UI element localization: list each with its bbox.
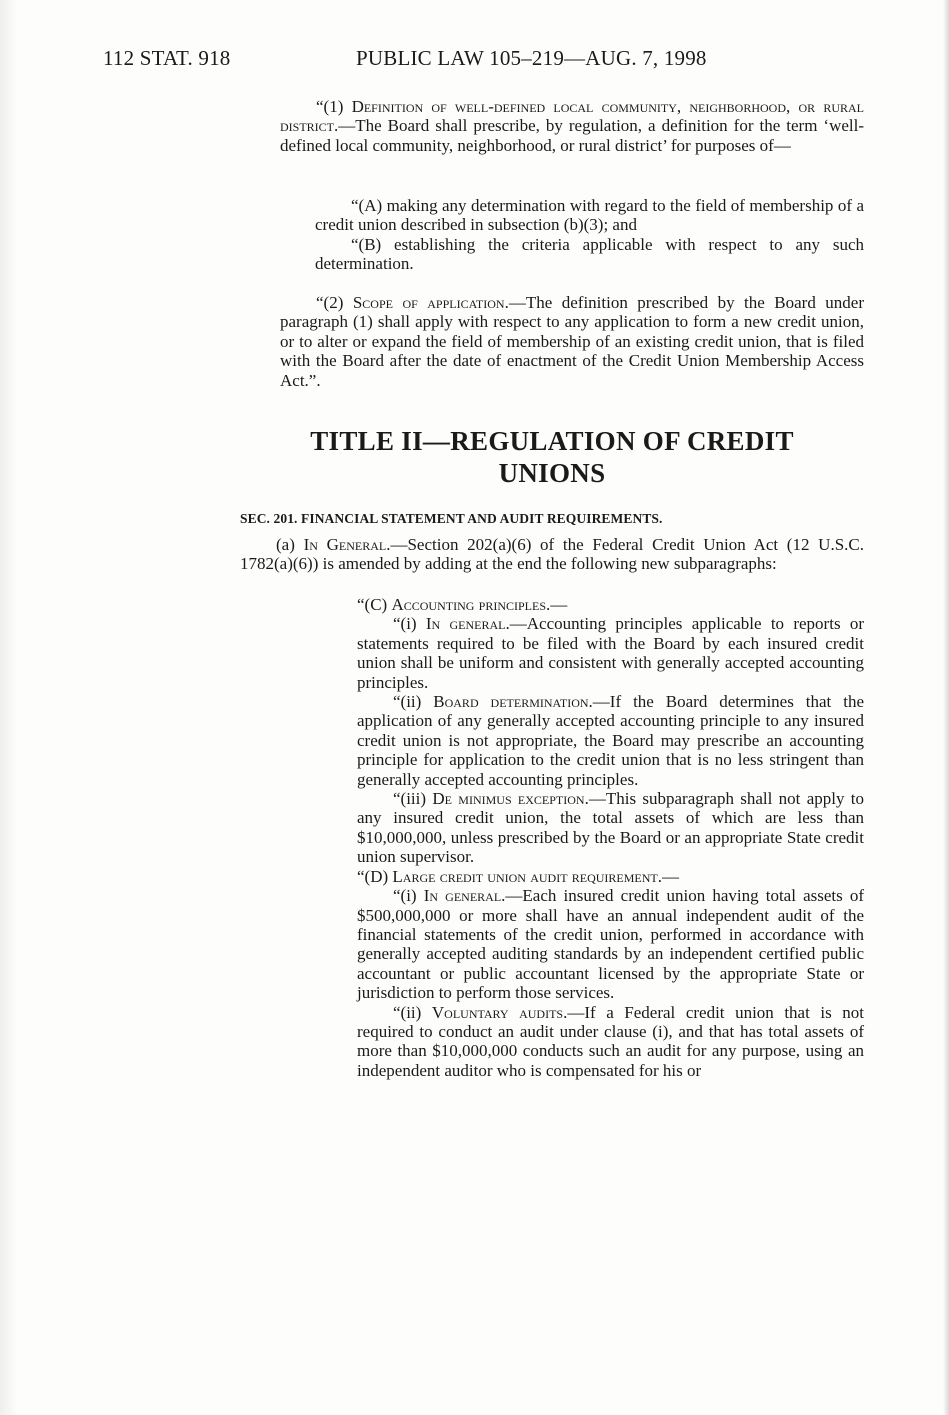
item-dash: .— [657,866,680,886]
title-line-1: TITLE II—REGULATION OF CREDIT [310,426,794,456]
title-line-2: UNIONS [498,458,606,488]
item-number: “(C) [357,595,392,614]
paragraph-2-scope [280,293,864,390]
subparagraph-a: “(A) making any determination with regard to the field of membership of a credit union described in subsection (b)(3); and [315,196,864,235]
stat-page-reference: 112 STAT. 918 [103,46,231,70]
item-caption: Large credit union audit requirement [392,866,658,886]
paragraph-number: “(2) [316,293,353,312]
item-number: “(ii) [393,692,434,712]
clause-c-ii [357,692,864,789]
item-text: .—This subparagraph shall not apply to any insured credit union, the total assets of which are less than $10,000,000, unless prescribed by the Board or an appropriate State credit union supervisor. [357,789,865,867]
subsection-caption: In General [303,535,387,554]
section-201-subsection-a [240,535,864,574]
item-number: “(iii) [393,789,433,809]
title-heading [240,425,864,489]
item-number: “(D) [357,866,393,886]
paragraph-caption: Definition of well-defined local community, neighborhood, or rural district [280,97,864,136]
subparagraph-b: “(B) establishing the criteria applicable with respect to any such determination. [315,234,864,274]
subparagraph-d-heading [357,867,864,886]
item-caption: Board determination [433,692,589,712]
public-law-header: PUBLIC LAW 105–219—AUG. 7, 1998 [356,46,707,70]
paragraph-text: .—The Board shall prescribe, by regulation, a definition for the term ‘well-defined local community, neighborhood, or rural district’ for purposes of— [280,116,864,155]
item-text: .—If a Federal credit union that is not required to conduct an audit under clause (i), and that has total assets of more than $10,000,000 conducts such an audit for any purpose, using an independent auditor who is compensated for his or [357,1002,864,1080]
item-caption: Voluntary audits [431,1002,564,1022]
subparagraphs-a-b [315,196,864,274]
item-text: .—Accounting principles applicable to reports or statements required to be filed with the Board by each insured credit union shall be uniform and consistent with generally accepted accounting principles. [357,614,865,692]
clause-c-iii [357,789,864,867]
clause-d-ii [357,1003,864,1081]
item-caption: Accounting principles [391,595,547,614]
paragraph-text: .—The definition prescribed by the Board under paragraph (1) shall apply with respect to any application to form a new credit union, or to alter or expand the field of membership of an existing credit union, that is filed with the Board after the date of enactment of the Credit Union Membership Access Act.”. [280,293,864,390]
item-caption: In general [425,614,506,634]
inserted-subparagraphs [357,595,864,1080]
item-text: .—Each insured credit union having total assets of $500,000,000 or more shall have an annual independent audit of the financial statements of the credit union, performed in accordance with generally accepted auditing standards by an independent certified public accountant or public accountant licensed by the appropriate State or jurisdiction to perform those services. [357,886,865,1003]
item-caption: De minimus exception [432,789,585,809]
item-number: “(i) [393,886,424,906]
subparagraph-c-heading [357,595,864,614]
scan-left-edge [0,0,18,1415]
item-text: .—If the Board determines that the application of any generally accepted accounting principle to any insured credit union is not appropriate, the Board may prescribe an accounting principle for application to the credit union that is no less stringent than generally accepted accounting principles. [357,692,864,789]
item-dash: .— [546,595,568,614]
item-caption: In general [423,886,502,906]
paragraph-caption: Scope of application [352,293,505,312]
clause-c-i [357,614,864,692]
paragraph-number: “(1) [316,97,352,116]
scan-right-edge [943,0,949,1415]
subsection-text: .—Section 202(a)(6) of the Federal Credit Union Act (12 U.S.C. 1782(a)(6)) is amended by adding at the end the following new subparagraphs: [240,535,864,574]
clause-d-i [357,886,864,1002]
subsection-number: (a) [276,535,304,554]
paragraph-1-definition [280,97,864,155]
section-heading: SEC. 201. FINANCIAL STATEMENT AND AUDIT REQUIREMENTS. [240,511,663,526]
item-number: “(ii) [393,1002,432,1022]
item-number: “(i) [393,614,426,634]
